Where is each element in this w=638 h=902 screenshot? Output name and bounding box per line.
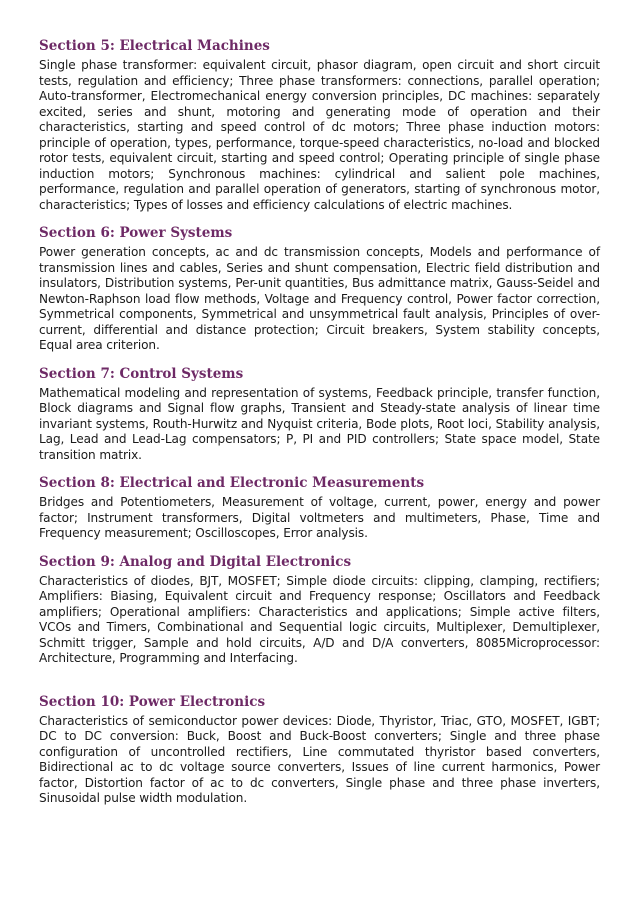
section-measurements bbox=[39, 473, 600, 542]
section-heading: Section 9: Analog and Digital Electronics bbox=[39, 553, 352, 570]
section-body: Power generation concepts, ac and dc transmission concepts, Models and performance of transmission lines and cables, Series and shunt compensation, Electric field distribution and insulators, Distribution systems, Per-unit quantities, Bus admittance matrix, Gauss-Seidel and Newton-Raphson load flow methods, Voltage and Frequency control, Power factor correction, Symmetrical components, Symmetrical and unsymmetrical fault analysis, Principles of over-current, differential and distance protection; Circuit breakers, System stability concepts, Equal area criterion. bbox=[39, 245, 600, 352]
section-heading: Section 7: Control Systems bbox=[39, 365, 244, 382]
syllabus-page bbox=[39, 36, 600, 807]
section-heading: Section 8: Electrical and Electronic Measurements bbox=[39, 475, 425, 491]
section-heading: Section 5: Electrical Machines bbox=[39, 38, 270, 54]
section-body: Mathematical modeling and representation of systems, Feedback principle, transfer function, Block diagrams and Signal flow graphs, Transient and Steady-state analysis of linear time invariant systems, Routh-Hurwitz and Nyquist criteria, Bode plots, Root loci, Stability analysis, Lag, Lead and Lead-Lag compensators; P, PI and PID controllers; State space model, State transition matrix. bbox=[39, 385, 600, 462]
section-body: Characteristics of diodes, BJT, MOSFET; Simple diode circuits: clipping, clamping, rectifiers; Amplifiers: Biasing, Equivalent circuit and Frequency response; Oscillators and Feedback amplifiers; Operational amplifiers: Characteristics and applications; Simple active filters, VCOs and Timers, Combinational and Sequential logic circuits, Multiplexer, Demultiplexer, Schmitt trigger, Sample and hold circuits, A/D and D/A converters, 8085Microprocessor: Architecture, Programming and Interfacing. bbox=[39, 573, 600, 665]
section-analog-digital-electronics bbox=[39, 552, 600, 667]
section-heading: Section 10: Power Electronics bbox=[39, 693, 266, 710]
section-electrical-machines bbox=[39, 36, 600, 213]
section-power-electronics bbox=[39, 692, 600, 807]
section-control-systems bbox=[39, 364, 600, 464]
section-body: Single phase transformer: equivalent circuit, phasor diagram, open circuit and short circuit tests, regulation and efficiency; Three phase transformers: connections, parallel operation; Auto-transformer, Electromechanical energy conversion principles, DC machines: separately excited, series and shunt, motoring and generating mode of operation and their characteristics, starting and speed control of dc motors; Three phase induction motors: principle of operation, types, performance, torque-speed characteristics, no-load and blocked rotor tests, equivalent circuit, starting and speed control; Operating principle of single phase induction motors; Synchronous machines: cylindrical and salient pole machines, performance, regulation and parallel operation of generators, starting of synchronous motor, characteristics; Types of losses and efficiency calculations of electric machines. bbox=[39, 58, 600, 212]
section-body: Bridges and Potentiometers, Measurement of voltage, current, power, energy and power factor; Instrument transformers, Digital voltmeters and multimeters, Phase, Time and Frequency measurement; Oscilloscopes, Error analysis. bbox=[39, 495, 600, 540]
section-body: Characteristics of semiconductor power devices: Diode, Thyristor, Triac, GTO, MOSFET, IGBT; DC to DC conversion: Buck, Boost and Buck-Boost converters; Single and three phase configuration of uncontrolled rectifiers, Line commutated thyristor based converters, Bidirectional ac to dc voltage source converters, Issues of line current harmonics, Power factor, Distortion factor of ac to dc converters, Single phase and three phase inverters, Sinusoidal pulse width modulation. bbox=[39, 713, 600, 805]
section-heading: Section 6: Power Systems bbox=[39, 225, 233, 241]
section-power-systems bbox=[39, 223, 600, 354]
